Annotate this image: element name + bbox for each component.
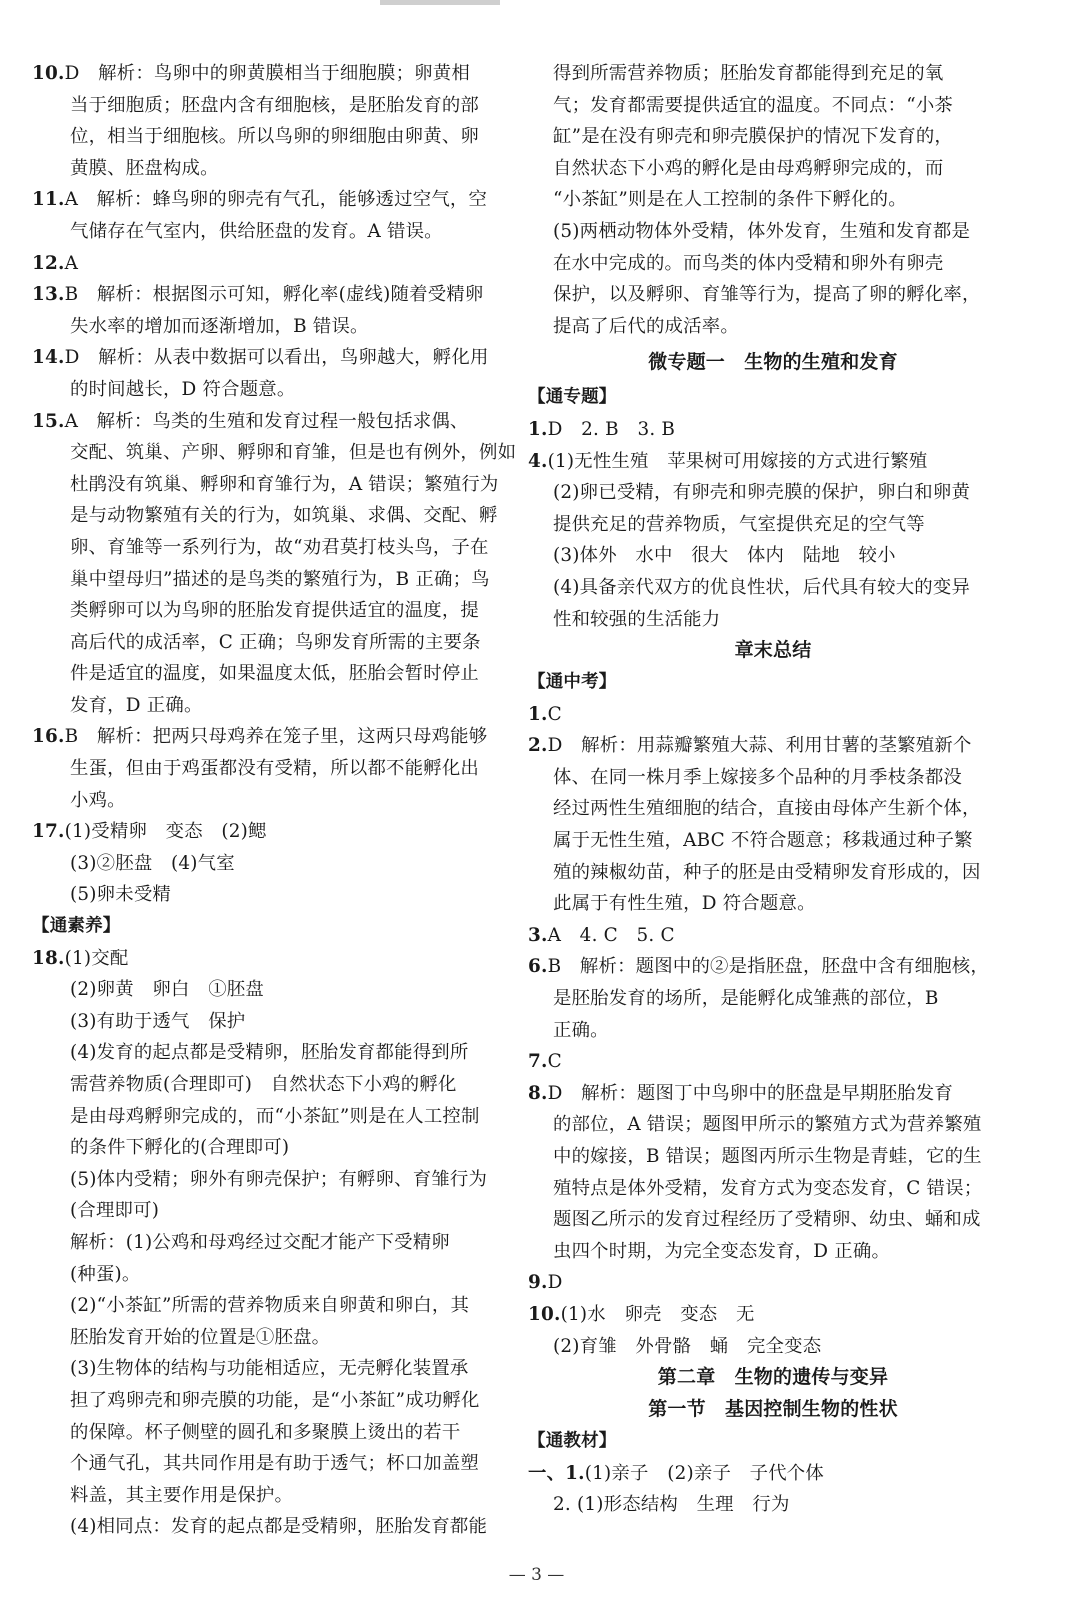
- question-number: 1.: [528, 418, 548, 440]
- text-line: [528, 279, 1018, 311]
- text-line: [32, 564, 518, 596]
- text-line: [32, 153, 518, 185]
- text-line: [32, 1164, 518, 1196]
- text-line: [528, 58, 1018, 90]
- question-number: 14.: [32, 347, 65, 369]
- text-line: [32, 1353, 518, 1385]
- text-line: [528, 121, 1018, 153]
- line-text: 发育，D 正确。: [70, 694, 203, 716]
- line-text: 解析：(1)公鸡和母鸡经过交配才能产下受精卵: [70, 1231, 450, 1253]
- line-text: 的条件下孵化的(合理即可): [70, 1137, 290, 1159]
- text-line: [32, 532, 518, 564]
- line-text: (3)生物体的结构与功能相适应，无壳孵化装置承: [70, 1358, 469, 1380]
- text-line: [32, 1385, 518, 1417]
- line-text: (4)具备亲代双方的优良性状，后代具有较大的变异: [553, 576, 971, 598]
- text-line: [528, 572, 1018, 604]
- line-text: (1)水 卵壳 变态 无: [560, 1303, 755, 1325]
- text-line: [528, 153, 1018, 185]
- text-line: [32, 216, 518, 248]
- line-text: A 解析：蜂鸟卵的卵壳有气孔，能够透过空气，空: [64, 189, 488, 211]
- line-text: 微专题一 生物的生殖和发育: [648, 351, 898, 374]
- section-title: [528, 1362, 1018, 1394]
- top-decoration: [380, 0, 500, 5]
- line-text: 性和较强的生活能力: [553, 608, 721, 630]
- line-text: 黄膜、胚盘构成。: [70, 157, 219, 179]
- text-line: [528, 1046, 1018, 1078]
- text-line: [528, 1299, 1018, 1331]
- line-text: (3)体外 水中 很大 体内 陆地 较小: [553, 545, 896, 567]
- line-text: 【通专题】: [528, 387, 617, 408]
- question-number: 7.: [528, 1051, 548, 1073]
- text-line: [528, 248, 1018, 280]
- line-text: D 解析：从表中数据可以看出，鸟卵越大，孵化用: [64, 347, 489, 369]
- section-title: [528, 342, 1018, 382]
- line-text: 杜鹃没有筑巢、孵卵和育雏行为，A 错误；繁殖行为: [70, 473, 499, 495]
- line-text: 是由母鸡孵卵完成的，而“小茶缸”则是在人工控制: [70, 1105, 480, 1127]
- text-line: [528, 1015, 1018, 1047]
- line-text: (3)有助于透气 保护: [70, 1010, 246, 1032]
- line-text: 的部位，A 错误；题图甲所示的繁殖方式为营养繁殖: [553, 1114, 982, 1136]
- text-line: [528, 311, 1018, 343]
- text-line: [32, 342, 518, 374]
- question-number: 17.: [32, 821, 65, 843]
- line-text: 气；发育都需要提供适宜的温度。不同点：“小茶: [553, 94, 954, 116]
- line-text: 自然状态下小鸡的孵化是由母鸡孵卵完成的，而: [553, 157, 944, 179]
- text-line: [528, 1458, 1018, 1490]
- line-text: 气储存在气室内，供给胚盘的发育。A 错误。: [70, 220, 443, 242]
- text-line: [32, 248, 518, 280]
- line-text: 件是适宜的温度，如果温度太低，胚胎会暂时停止: [70, 663, 479, 685]
- text-line: [528, 857, 1018, 889]
- line-text: 殖特点是体外受精，发育方式为变态发育，C 错误；: [553, 1177, 983, 1199]
- text-line: [32, 1417, 518, 1449]
- text-line: [528, 414, 1018, 446]
- line-text: A 解析：鸟类的生殖和发育过程一般包括求偶、: [64, 410, 469, 432]
- text-line: [528, 920, 1018, 952]
- line-text: 高后代的成活率，C 正确；鸟卵发育所需的主要条: [70, 631, 481, 653]
- line-text: 2. (1)形态结构 生理 行为: [553, 1494, 790, 1516]
- line-text: D 解析：用蒜瓣繁殖大蒜、利用甘薯的茎繁殖新个: [547, 735, 972, 757]
- line-text: (1)亲子 (2)亲子 子代个体: [584, 1462, 824, 1484]
- text-line: [528, 1204, 1018, 1236]
- text-line: [32, 184, 518, 216]
- line-text: 保护，以及孵卵、育雏等行为，提高了卵的孵化率，: [553, 284, 981, 306]
- text-line: [528, 1141, 1018, 1173]
- line-text: 经过两性生殖细胞的结合，直接由母体产生新个体，: [553, 798, 981, 820]
- text-line: [32, 279, 518, 311]
- line-text: (2)育雏 外骨骼 蛹 完全变态: [553, 1335, 822, 1357]
- line-text: (1)受精卵 变态 (2)鳃: [64, 821, 267, 843]
- line-text: 需营养物质(合理即可) 自然状态下小鸡的孵化: [70, 1074, 457, 1095]
- line-text: 当于细胞质；胚盘内含有细胞核，是胚胎发育的部: [70, 94, 479, 116]
- line-text: 第一节 基因控制生物的性状: [648, 1398, 898, 1421]
- line-text: 失水率的增加而逐渐增加，B 错误。: [70, 315, 369, 337]
- line-text: (合理即可): [70, 1200, 160, 1222]
- line-text: 是与动物繁殖有关的行为，如筑巢、求偶、交配、孵: [70, 505, 498, 527]
- line-text: 中的嫁接，B 错误；题图丙所示生物是青蛙，它的生: [553, 1146, 982, 1167]
- question-number: 3.: [528, 924, 548, 946]
- line-text: 属于无性生殖，ABC 不符合题意；移栽通过种子繁: [553, 830, 973, 852]
- text-line: [32, 1322, 518, 1354]
- text-line: [528, 951, 1018, 983]
- text-line: [32, 1511, 518, 1543]
- text-line: [32, 848, 518, 880]
- text-line: [32, 943, 518, 975]
- line-text: B 解析：题图中的②是指胚盘，胚盘中含有细胞核，: [547, 956, 989, 978]
- text-line: [32, 311, 518, 343]
- section-header: [528, 382, 1018, 414]
- text-line: [528, 1173, 1018, 1205]
- question-number: 12.: [32, 252, 65, 274]
- text-line: [528, 1236, 1018, 1268]
- text-line: [528, 1331, 1018, 1363]
- line-text: D 解析：题图丁中鸟卵中的胚盘是早期胚胎发育: [547, 1082, 953, 1104]
- text-line: [32, 1195, 518, 1227]
- question-number: 10.: [528, 1303, 561, 1325]
- section-header: [528, 1426, 1018, 1458]
- question-number: 16.: [32, 726, 65, 748]
- question-number: 2.: [528, 735, 548, 757]
- page-number: — 3 —: [508, 1565, 565, 1585]
- line-text: 的时间越长，D 符合题意。: [70, 378, 296, 400]
- text-line: [528, 699, 1018, 731]
- question-number: 一、1.: [528, 1462, 585, 1484]
- text-line: [32, 437, 518, 469]
- line-text: 料盖，其主要作用是保护。: [70, 1484, 294, 1506]
- text-line: [32, 374, 518, 406]
- section-title: [528, 1394, 1018, 1426]
- line-text: (种蛋)。: [70, 1263, 141, 1285]
- text-line: [32, 1006, 518, 1038]
- question-number: 13.: [32, 284, 65, 306]
- question-number: 1.: [528, 703, 548, 725]
- line-text: 第二章 生物的遗传与变异: [657, 1366, 889, 1389]
- line-text: (2)卵黄 卵白 ①胚盘: [70, 979, 264, 1001]
- line-text: 是胚胎发育的场所，是能孵化成雏燕的部位，B: [553, 988, 939, 1010]
- line-text: 提高了后代的成活率。: [553, 315, 739, 337]
- text-line: [32, 1132, 518, 1164]
- text-line: [528, 1489, 1018, 1521]
- left-column: [32, 58, 518, 1543]
- question-number: 10.: [32, 63, 65, 84]
- section-header: [528, 667, 1018, 699]
- text-line: [32, 1290, 518, 1322]
- text-line: [32, 879, 518, 911]
- line-text: D 解析：鸟卵中的卵黄膜相当于细胞膜；卵黄相: [64, 63, 470, 84]
- question-number: 8.: [528, 1082, 548, 1104]
- section-title: [528, 635, 1018, 667]
- text-line: [32, 500, 518, 532]
- line-text: 小鸡。: [70, 789, 126, 811]
- line-text: (2)“小茶缸”所需的营养物质来自卵黄和卵白，其: [70, 1295, 470, 1317]
- text-line: [528, 730, 1018, 762]
- line-text: 殖的辣椒幼苗，种子的胚是由受精卵发育形成的，因: [553, 861, 981, 883]
- text-line: [32, 1037, 518, 1069]
- text-line: [32, 816, 518, 848]
- line-text: (1)无性生殖 苹果树可用嫁接的方式进行繁殖: [547, 450, 928, 472]
- line-text: C: [547, 703, 562, 725]
- line-text: 交配、筑巢、产卵、孵卵和育雏，但是也有例外，例如: [70, 442, 517, 464]
- line-text: D 2. B 3. B: [547, 418, 676, 440]
- text-line: [32, 1448, 518, 1480]
- line-text: A: [64, 252, 79, 274]
- line-text: 体、在同一株月季上嫁接多个品种的月季枝条都没: [553, 766, 962, 788]
- line-text: 【通教材】: [528, 1431, 617, 1452]
- line-text: 缸”是在没有卵壳和卵壳膜保护的情况下发育的，: [553, 126, 954, 148]
- line-text: 正确。: [553, 1019, 609, 1041]
- line-text: 生蛋，但由于鸡蛋都没有受精，所以都不能孵化出: [70, 758, 479, 780]
- line-text: 虫四个时期，为完全变态发育，D 正确。: [553, 1240, 891, 1262]
- text-line: [528, 216, 1018, 248]
- line-text: “小茶缸”则是在人工控制的条件下孵化的。: [553, 189, 907, 211]
- text-line: [528, 540, 1018, 572]
- right-column: [528, 58, 1018, 1521]
- text-line: [32, 469, 518, 501]
- text-line: [32, 406, 518, 438]
- question-number: 4.: [528, 450, 548, 472]
- text-line: [32, 1259, 518, 1291]
- line-text: 题图乙所示的发育过程经历了受精卵、幼虫、蛹和成: [553, 1209, 981, 1231]
- question-number: 18.: [32, 947, 65, 969]
- question-number: 6.: [528, 956, 548, 978]
- line-text: (5)两栖动物体外受精，体外发育，生殖和发育都是: [553, 220, 971, 242]
- text-line: [528, 1078, 1018, 1110]
- line-text: (5)体内受精；卵外有卵壳保护；有孵卵、育雏行为: [70, 1168, 488, 1190]
- line-text: 此属于有性生殖，D 符合题意。: [553, 893, 816, 915]
- line-text: 【通素养】: [32, 916, 121, 937]
- text-line: [32, 1069, 518, 1101]
- text-line: [528, 983, 1018, 1015]
- text-line: [32, 58, 518, 90]
- line-text: (4)相同点：发育的起点都是受精卵，胚胎发育都能: [70, 1516, 488, 1538]
- line-text: 位，相当于细胞核。所以鸟卵的卵细胞由卵黄、卵: [70, 126, 479, 148]
- text-line: [528, 793, 1018, 825]
- text-line: [528, 90, 1018, 122]
- text-line: [32, 121, 518, 153]
- line-text: A 4. C 5. C: [547, 924, 675, 946]
- question-number: 9.: [528, 1272, 548, 1294]
- text-line: [528, 888, 1018, 920]
- line-text: 【通中考】: [528, 672, 617, 693]
- line-text: B 解析：根据图示可知，孵化率(虚线)随着受精卵: [64, 284, 484, 306]
- line-text: 类孵卵可以为鸟卵的胚胎发育提供适宜的温度，提: [70, 600, 479, 622]
- text-line: [528, 762, 1018, 794]
- line-text: (4)发育的起点都是受精卵，胚胎发育都能得到所: [70, 1042, 469, 1064]
- text-line: [32, 627, 518, 659]
- line-text: B 解析：把两只母鸡养在笼子里，这两只母鸡能够: [64, 726, 488, 748]
- line-text: C: [547, 1051, 562, 1073]
- text-line: [32, 690, 518, 722]
- question-number: 11.: [32, 189, 65, 211]
- line-text: 章末总结: [734, 639, 812, 662]
- text-line: [32, 721, 518, 753]
- line-text: 得到所需营养物质；胚胎发育都能得到充足的氧: [553, 63, 944, 84]
- text-line: [528, 604, 1018, 636]
- line-text: 提供充足的营养物质，气室提供充足的空气等: [553, 513, 925, 535]
- text-line: [32, 1227, 518, 1259]
- text-line: [32, 753, 518, 785]
- text-line: [528, 477, 1018, 509]
- text-line: [32, 974, 518, 1006]
- line-text: (1)交配: [64, 947, 129, 969]
- text-line: [32, 1101, 518, 1133]
- text-line: [528, 184, 1018, 216]
- text-line: [32, 785, 518, 817]
- line-text: 胚胎发育开始的位置是①胚盘。: [70, 1326, 331, 1348]
- line-text: (3)②胚盘 (4)气室: [70, 852, 235, 874]
- text-line: [32, 658, 518, 690]
- text-line: [32, 1480, 518, 1512]
- text-line: [32, 90, 518, 122]
- text-line: [528, 1109, 1018, 1141]
- text-line: [528, 509, 1018, 541]
- text-line: [528, 1267, 1018, 1299]
- text-line: [528, 446, 1018, 478]
- line-text: (2)卵已受精，有卵壳和卵壳膜的保护，卵白和卵黄: [553, 482, 971, 504]
- section-header: [32, 911, 518, 943]
- line-text: 在水中完成的。而鸟类的体内受精和卵外有卵壳: [553, 252, 944, 274]
- line-text: 个通气孔，其共同作用是有助于透气；杯口加盖塑: [70, 1453, 479, 1475]
- line-text: 卵、育雏等一系列行为，故“劝君莫打枝头鸟，子在: [70, 536, 489, 558]
- text-line: [528, 825, 1018, 857]
- line-text: 担了鸡卵壳和卵壳膜的功能，是“小茶缸”成功孵化: [70, 1389, 480, 1411]
- text-line: [32, 595, 518, 627]
- line-text: 巢中望母归”描述的是鸟类的繁殖行为，B 正确；鸟: [70, 568, 490, 590]
- question-number: 15.: [32, 410, 65, 432]
- line-text: (5)卵未受精: [70, 884, 172, 906]
- line-text: 的保障。杯子侧壁的圆孔和多聚膜上烫出的若干: [70, 1421, 461, 1443]
- line-text: D: [547, 1272, 563, 1294]
